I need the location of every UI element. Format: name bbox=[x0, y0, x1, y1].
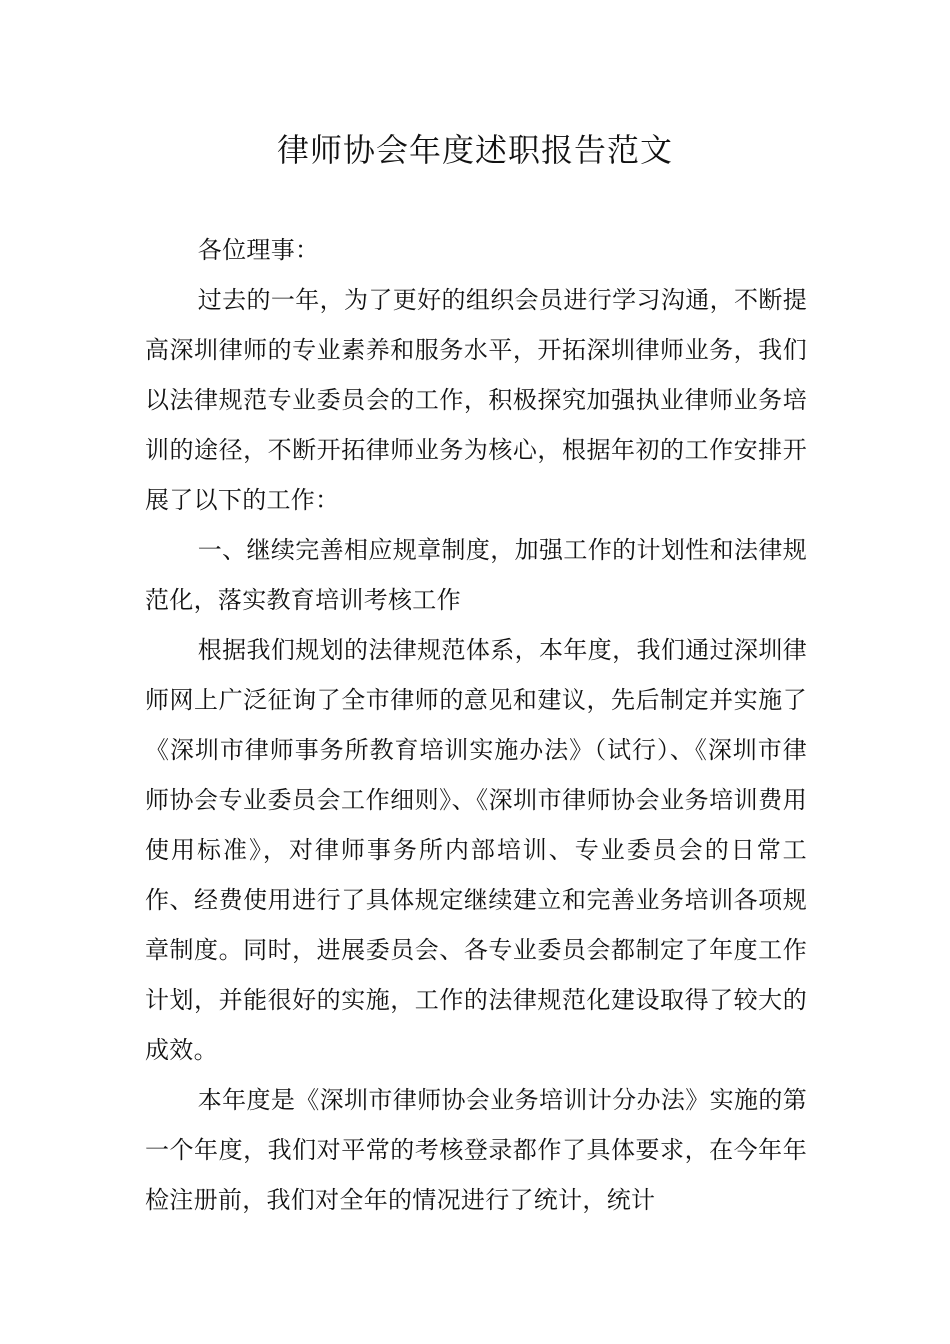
paragraph-section-heading: 一、继续完善相应规章制度，加强工作的计划性和法律规范化，落实教育培训考核工作 bbox=[145, 536, 807, 614]
paragraph-salutation: 各位理事： bbox=[197, 236, 320, 264]
document-body bbox=[145, 225, 807, 1225]
paragraph-regulations: 根据我们规划的法律规范体系，本年度，我们通过深圳律师网上广泛征询了全市律师的意见和建议，先后制定并实施了《深圳市律师事务所教育培训实施办法》（试行）、《深圳市律师协会专业委员会工作细则》、《深圳市律师协会业务培训费用使用标准》，对律师事务所内部培训、专业委员会的日常工作、经费使用进行了具体规定继续建立和完善业务培训各项规章制度。同时，进展委员会、各专业委员会都制定了年度工作计划，并能很好的实施，工作的法律规范化建设取得了较大的成效。 bbox=[145, 636, 807, 1064]
paragraph-intro: 过去的一年，为了更好的组织会员进行学习沟通，不断提高深圳律师的专业素养和服务水平，开拓深圳律师业务，我们以法律规范专业委员会的工作，积极探究加强执业律师业务培训的途径，不断开拓律师业务为核心，根据年初的工作安排开展了以下的工作： bbox=[145, 286, 807, 514]
paragraph-assessment: 本年度是《深圳市律师协会业务培训计分办法》实施的第一个年度，我们对平常的考核登录都作了具体要求，在今年年检注册前，我们对全年的情况进行了统计，统计 bbox=[145, 1086, 807, 1214]
document-title: 律师协会年度述职报告范文 bbox=[276, 131, 673, 169]
